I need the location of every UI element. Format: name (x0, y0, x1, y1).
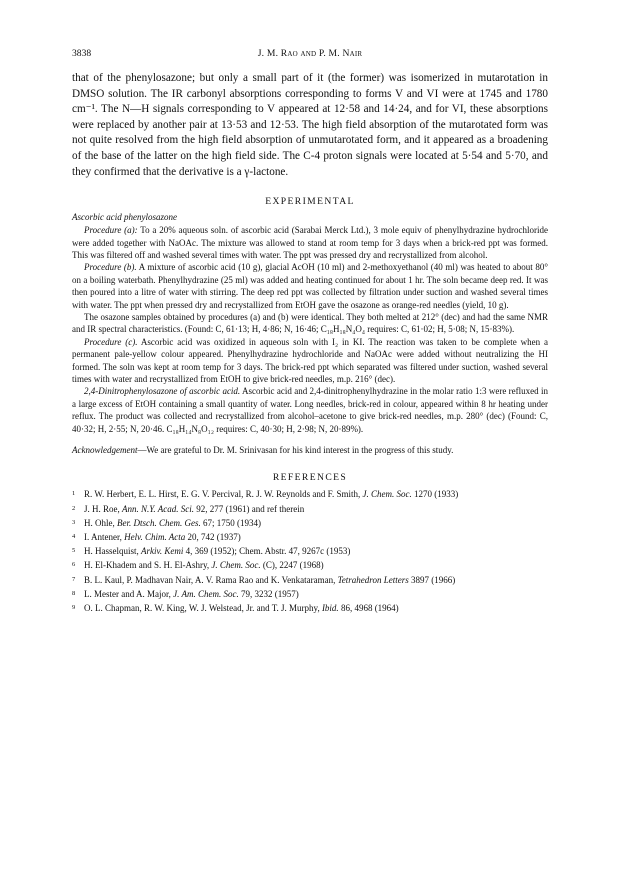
reference-number: 9 (72, 604, 76, 612)
procedure-a-paragraph (72, 224, 548, 261)
reference-details: 67; 1750 (1934) (200, 517, 261, 528)
reference-details: 1270 (1933) (411, 489, 459, 500)
procedure-b-text: A mixture of ascorbic acid (10 g), glacial AcOH (10 ml) and 2-methoxyethanol (40 ml) was heated to about 80° on a boiling waterbath. Phenylhydrazine (25 ml) was added and heating continued for about 1 hr. The soln became deep red. It was then poured into a litre of water with stirring. The deep red ppt was collected by filtration under suction and washed several times with water. The ppt when pressed dry and recrystallized from EtOH gave the osazone as orange-red needles (yield, 10 g). (72, 262, 548, 310)
reference-journal: Ber. Dtsch. Chem. Ges. (117, 517, 201, 528)
reference-journal: Arkiv. Kemi (141, 546, 184, 557)
reference-journal: Helv. Chim. Acta (124, 532, 186, 543)
reference-authors: H. El-Khadem and S. H. El-Ashry, (84, 560, 212, 571)
reference-authors: O. L. Chapman, R. W. King, W. J. Welstead, Jr. and T. J. Murphy, (84, 603, 322, 614)
acknowledgement-paragraph (72, 444, 548, 456)
experimental-subheading: Ascorbic acid phenylosazone (72, 212, 177, 223)
reference-number: 8 (72, 589, 76, 597)
reference-details: 79, 3232 (1957) (238, 588, 299, 599)
references-heading: REFERENCES (272, 472, 348, 484)
reference-journal: Ibid. (321, 603, 339, 614)
reference-item (72, 531, 548, 543)
procedure-c-text: Ascorbic acid was oxidized in aqueous soln with I₂ in KI. The reaction was taken to be complete when a permanent pale-yellow colour appeared. Phenylhydrazine hydrochloride and NaOAc were added without neutralizing the HI formed. The soln was kept at room temp for 3 days. The brick-red ppt which separated was filtered under suction, washed several times with water and recrystallized from EtOH to give brick-red needles, m.p. 216° (dec). (72, 336, 548, 385)
page-number: 3838 (72, 48, 92, 59)
procedure-b-paragraph (72, 261, 548, 311)
reference-item (72, 559, 548, 571)
reference-journal: J. Chem. Soc. (362, 489, 412, 500)
reference-journal: J. Am. Chem. Soc. (173, 588, 239, 599)
reference-item (72, 574, 548, 586)
procedure-c-paragraph (72, 336, 548, 386)
reference-number: 5 (72, 547, 76, 555)
acknowledgement-label: Acknowledgement (72, 445, 138, 456)
reference-number: 1 (72, 490, 76, 498)
procedure-c-label: Procedure (c). (84, 336, 138, 347)
dnp-osazone-paragraph (72, 385, 548, 435)
reference-item (72, 488, 548, 500)
procedure-a-text: To a 20% aqueous soln. of ascorbic acid (Sarabai Merck Ltd.), 3 mole equiv of phenylhydrazine hydrochloride were added together with NaOAc. The mixture was allowed to stand at room temp for 3 days when a brick-red ppt was formed. This was filtered off and washed several times with water. The ppt was pressed dry and recrystallized from alcohol. (72, 225, 548, 260)
reference-number: 4 (72, 533, 76, 541)
reference-authors: J. H. Roe, (84, 503, 122, 514)
reference-authors: I. Antener, (84, 532, 125, 543)
reference-item (72, 517, 548, 529)
procedure-a-label: Procedure (a): (84, 225, 138, 236)
dnp-osazone-label: 2,4-Dinitrophenylosazone of ascorbic acid. (84, 386, 241, 397)
reference-details: 20, 742 (1937) (185, 532, 241, 543)
running-title: J. M. Rao and P. M. Nair (257, 48, 363, 59)
reference-authors: L. Mester and A. Major, (84, 588, 174, 599)
reference-number: 3 (72, 518, 76, 526)
reference-number: 6 (72, 561, 76, 569)
reference-journal: Tetrahedron Letters (337, 574, 409, 585)
running-header (72, 48, 548, 64)
reference-item (72, 602, 548, 614)
reference-details: 4, 369 (1952); Chem. Abstr. 47, 9267c (1953) (183, 546, 351, 557)
reference-number: 7 (72, 575, 76, 583)
page (72, 48, 548, 616)
reference-authors: B. L. Kaul, P. Madhavan Nair, A. V. Rama Rao and K. Venkataraman, (84, 574, 338, 585)
procedure-b-label: Procedure (b). (84, 262, 137, 273)
reference-journal: J. Chem. Soc. (211, 560, 261, 571)
reference-authors: R. W. Herbert, E. L. Hirst, E. G. V. Percival, R. J. W. Reynolds and F. Smith, (84, 489, 363, 500)
experimental-heading: EXPERIMENTAL (265, 196, 355, 208)
reference-details: (C), 2247 (1968) (260, 560, 324, 571)
reference-item (72, 588, 548, 600)
reference-item (72, 545, 548, 557)
osazone-paragraph: The osazone samples obtained by procedures (a) and (b) were identical. They both melted at 212° (dec) and had the same NMR and IR spectral characteristics. (Found: C, 61·13; H, 4·86; N, 16·46; C₁₈H₁₈N₄O₄ requires: C, 61·02; H, 5·08; N, 15·83%). (72, 312, 548, 335)
reference-item (72, 503, 548, 515)
reference-journal: Ann. N.Y. Acad. Sci. (122, 503, 195, 514)
reference-authors: H. Hasselquist, (84, 546, 141, 557)
acknowledgement-text: —We are grateful to Dr. M. Srinivasan for his kind interest in the progress of this study. (137, 445, 454, 456)
references-list (72, 488, 548, 614)
reference-details: 3897 (1966) (408, 574, 456, 585)
reference-details: 86, 4968 (1964) (338, 603, 399, 614)
dnp-osazone-text: Ascorbic acid and 2,4-dinitrophenylhydrazine in the molar ratio 1:3 were refluxed in a large excess of EtOH containing a small quantity of water. Long needles, brick-red in colour, appeared within 8 hr heating under reflux. The product was collected and recrystallized from alcohol–acetone to give brick-red needles, m.p. 280° (dec) (Found: C, 40·32; H, 2·55; N, 20·46. C₁₈H₁₄N₈O₁₂ requires: C, 40·30; H, 2·98; N, 20·89%). (72, 386, 548, 434)
reference-details: 92, 277 (1961) and ref therein (194, 503, 305, 514)
reference-authors: H. Ohle, (84, 517, 117, 528)
intro-paragraph: that of the phenylosazone; but only a small part of it (the former) was isomerized in mutarotation in DMSO solution. The IR carbonyl absorptions corresponding to forms V and VI were at 1745 and 1780 cm⁻¹. The N—H signals corresponding to V appeared at 12·58 and 14·24, and for VI, these absorptions were replaced by another pair at 13·53 and 12·53. The high field absorption of the mutarotated form was not quite resolved from the high field absorption of unmutarotated form, and it appeared as a broadening of the base of the latter on the high field side. The C-4 proton signals were located at 5·54 and 5·70, and they confirmed that the derivative is a γ-lactone. (72, 72, 548, 178)
reference-number: 2 (72, 504, 76, 512)
